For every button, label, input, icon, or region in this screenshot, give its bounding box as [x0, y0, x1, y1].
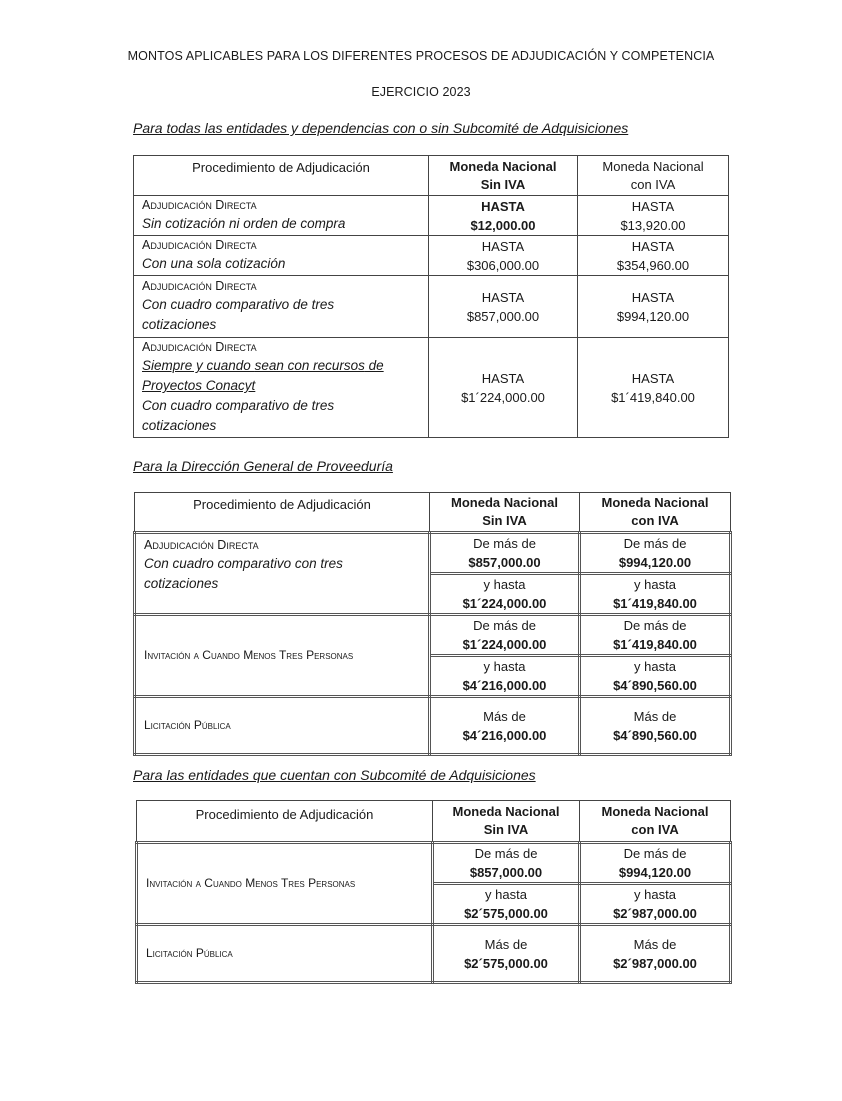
- amount-con-iva: HASTA $354,960.00: [578, 236, 729, 276]
- amount-from-con-iva: De más de $994,120.00: [580, 533, 731, 574]
- table-row: [137, 843, 731, 884]
- procedure-cell: [134, 338, 429, 438]
- procedure-description: Sin cotización ni orden de compra: [142, 216, 346, 231]
- amount-to-sin-iva: y hasta $1´224,000.00: [430, 574, 580, 615]
- mn-con-iva-column-header: Moneda Nacional con IVA: [580, 801, 731, 843]
- procedure-cell: [135, 615, 430, 697]
- procedure-type: Licitación Pública: [146, 946, 233, 960]
- amount-con-iva: Más de $4´890,560.00: [580, 697, 731, 755]
- procedure-type: Adjudicación Directa: [142, 198, 257, 212]
- amount-to-con-iva: y hasta $4´890,560.00: [580, 656, 731, 697]
- procedure-cell: [134, 196, 429, 236]
- amount-to-con-iva: y hasta $2´987,000.00: [580, 884, 731, 925]
- amount-sin-iva: Más de $2´575,000.00: [433, 925, 580, 983]
- amount-sin-iva: HASTA $306,000.00: [429, 236, 578, 276]
- amount-sin-iva: HASTA $1´224,000.00: [429, 338, 578, 438]
- procedure-column-header: Procedimiento de Adjudicación: [137, 801, 433, 843]
- procedure-description: Con cuadro comparativo de tres cotizaciones: [142, 297, 335, 332]
- section1-table: [133, 155, 729, 438]
- procedure-cell: [135, 533, 430, 615]
- procedure-cell: [134, 276, 429, 338]
- table-row: [134, 276, 729, 338]
- amount-con-iva: Más de $2´987,000.00: [580, 925, 731, 983]
- amount-to-sin-iva: y hasta $2´575,000.00: [433, 884, 580, 925]
- table-row: [135, 615, 731, 656]
- table-row: [134, 338, 729, 438]
- procedure-type: Invitación a Cuando Menos Tres Personas: [144, 648, 354, 662]
- mn-con-iva-column-header: Moneda Nacional con IVA: [580, 493, 731, 533]
- procedure-description: Con una sola cotización: [142, 256, 286, 271]
- amount-con-iva: HASTA $1´419,840.00: [578, 338, 729, 438]
- procedure-description: Con cuadro comparativo con tres cotizaciones: [144, 556, 343, 591]
- section2-heading: Para la Dirección General de Proveeduría: [133, 458, 393, 474]
- procedure-cell: [137, 843, 433, 925]
- amount-sin-iva: Más de $4´216,000.00: [430, 697, 580, 755]
- amount-from-sin-iva: De más de $857,000.00: [433, 843, 580, 884]
- table-row: [137, 925, 731, 983]
- amount-to-con-iva: y hasta $1´419,840.00: [580, 574, 731, 615]
- amount-from-con-iva: De más de $994,120.00: [580, 843, 731, 884]
- procedure-cell: [135, 697, 430, 755]
- procedure-cell: [134, 236, 429, 276]
- table-header-row: [134, 156, 729, 196]
- table-row: [134, 236, 729, 276]
- mn-con-iva-column-header: Moneda Nacional con IVA: [578, 156, 729, 196]
- section3-heading: Para las entidades que cuentan con Subcomité de Adquisiciones: [133, 767, 536, 783]
- document-subtitle: EJERCICIO 2023: [371, 85, 471, 99]
- procedure-cell: [137, 925, 433, 983]
- amount-sin-iva: HASTA $857,000.00: [429, 276, 578, 338]
- amount-con-iva: HASTA $994,120.00: [578, 276, 729, 338]
- table-header-row: [135, 493, 731, 533]
- mn-sin-iva-column-header: Moneda Nacional Sin IVA: [433, 801, 580, 843]
- procedure-type: Adjudicación Directa: [142, 279, 257, 293]
- amount-from-sin-iva: De más de $857,000.00: [430, 533, 580, 574]
- procedure-type: Adjudicación Directa: [142, 340, 257, 354]
- procedure-column-header: Procedimiento de Adjudicación: [134, 156, 429, 196]
- section2-table: [133, 492, 732, 756]
- section1-heading: Para todas las entidades y dependencias con o sin Subcomité de Adquisiciones: [133, 120, 629, 136]
- procedure-column-header: Procedimiento de Adjudicación: [135, 493, 430, 533]
- procedure-type: Invitación a Cuando Menos Tres Personas: [146, 876, 356, 890]
- mn-sin-iva-column-header: Moneda Nacional Sin IVA: [430, 493, 580, 533]
- document-title: MONTOS APLICABLES PARA LOS DIFERENTES PROCESOS DE ADJUDICACIÓN Y COMPETENCIA: [127, 49, 715, 63]
- section3-table: [135, 800, 732, 984]
- amount-from-con-iva: De más de $1´419,840.00: [580, 615, 731, 656]
- procedure-type: Licitación Pública: [144, 718, 231, 732]
- procedure-condition: Siempre y cuando sean con recursos de Proyectos Conacyt: [142, 358, 384, 393]
- table-row: [134, 196, 729, 236]
- mn-sin-iva-column-header: Moneda Nacional Sin IVA: [429, 156, 578, 196]
- amount-to-sin-iva: y hasta $4´216,000.00: [430, 656, 580, 697]
- table-row: [135, 533, 731, 574]
- table-header-row: [137, 801, 731, 843]
- procedure-type: Adjudicación Directa: [142, 238, 257, 252]
- procedure-description: Con cuadro comparativo de tres cotizaciones: [142, 398, 335, 433]
- table-row: [135, 697, 731, 755]
- procedure-type: Adjudicación Directa: [144, 538, 259, 552]
- amount-sin-iva: HASTA $12,000.00: [429, 196, 578, 236]
- amount-con-iva: HASTA $13,920.00: [578, 196, 729, 236]
- amount-from-sin-iva: De más de $1´224,000.00: [430, 615, 580, 656]
